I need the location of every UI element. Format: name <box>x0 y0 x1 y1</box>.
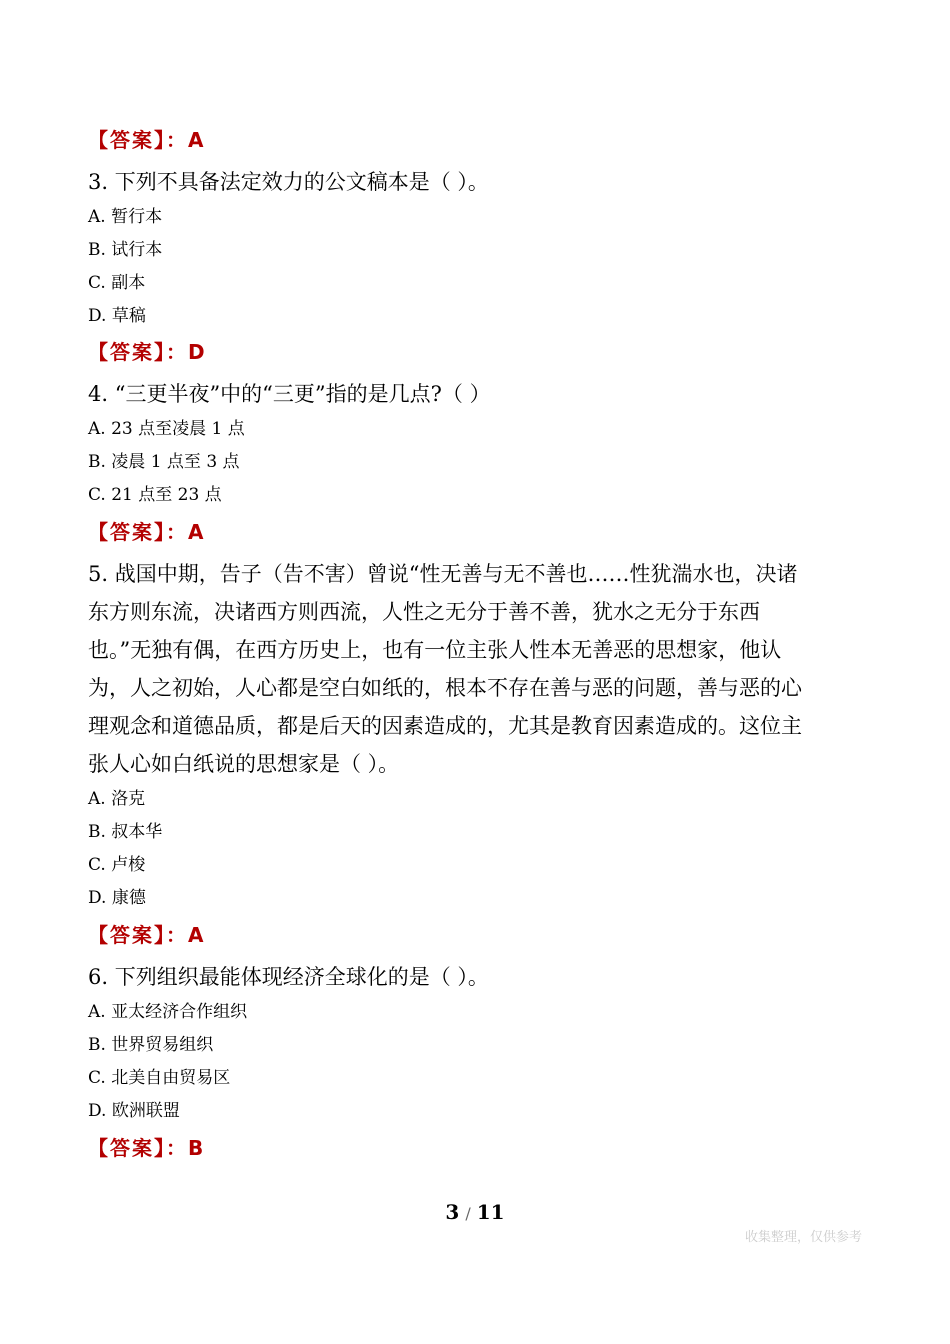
question-5-line: 为，人之初始，人心都是空白如纸的，根本不存在善与恶的问题，善与恶的心 <box>88 676 802 700</box>
question-4-text: 4. “三更半夜”中的“三更”指的是几点?（ ） <box>88 382 491 406</box>
answer-q5: 【答案】：A <box>88 923 206 947</box>
question-6-option-d: D. 欧洲联盟 <box>88 1101 180 1121</box>
question-3-option-d: D. 草稿 <box>88 306 146 326</box>
question-4-option-a: A. 23 点至凌晨 1 点 <box>88 419 245 439</box>
total-pages: 11 <box>476 1200 505 1224</box>
question-4-option-b: B. 凌晨 1 点至 3 点 <box>88 452 240 472</box>
question-5-line: 也。”无独有偶，在西方历史上，也有一位主张人性本无善恶的思想家，他认 <box>88 638 782 662</box>
current-page: 3 <box>445 1200 460 1224</box>
question-4-option-c: C. 21 点至 23 点 <box>88 485 222 505</box>
question-5-line: 东方则东流，决诸西方则西流，人性之无分于善不善，犹水之无分于东西 <box>88 600 760 624</box>
question-5-line: 5. 战国中期，告子（告不害）曾说“性无善与无不善也……性犹湍水也，决诸 <box>88 562 798 586</box>
question-5-option-a: A. 洛克 <box>88 789 146 809</box>
page-separator: / <box>465 1204 471 1223</box>
answer-q2: 【答案】：A <box>88 128 206 152</box>
page-number <box>0 1200 950 1224</box>
question-5-line: 张人心如白纸说的思想家是（ ）。 <box>88 752 400 776</box>
question-5-option-c: C. 卢梭 <box>88 855 146 875</box>
footer-note: 收集整理，仅供参考 <box>744 1230 862 1245</box>
question-4 <box>88 375 868 512</box>
question-6-text: 6. 下列组织最能体现经济全球化的是（ ）。 <box>88 965 489 989</box>
answer-q3: 【答案】：D <box>88 340 207 364</box>
question-3-option-b: B. 试行本 <box>88 240 163 260</box>
question-3-option-c: C. 副本 <box>88 273 146 293</box>
question-3 <box>88 163 868 333</box>
question-3-text: 3. 下列不具备法定效力的公文稿本是（ ）。 <box>88 170 489 194</box>
question-3-option-a: A. 暂行本 <box>88 207 163 227</box>
question-6-option-b: B. 世界贸易组织 <box>88 1035 214 1055</box>
question-5-option-d: D. 康德 <box>88 888 146 908</box>
question-5-line: 理观念和道德品质，都是后天的因素造成的，尤其是教育因素造成的。这位主 <box>88 714 802 738</box>
question-5-option-b: B. 叔本华 <box>88 822 163 842</box>
question-6 <box>88 958 868 1128</box>
question-5 <box>88 555 868 915</box>
question-6-option-c: C. 北美自由贸易区 <box>88 1068 231 1088</box>
question-6-option-a: A. 亚太经济合作组织 <box>88 1002 248 1022</box>
answer-q6: 【答案】：B <box>88 1136 206 1160</box>
answer-q4: 【答案】：A <box>88 520 206 544</box>
